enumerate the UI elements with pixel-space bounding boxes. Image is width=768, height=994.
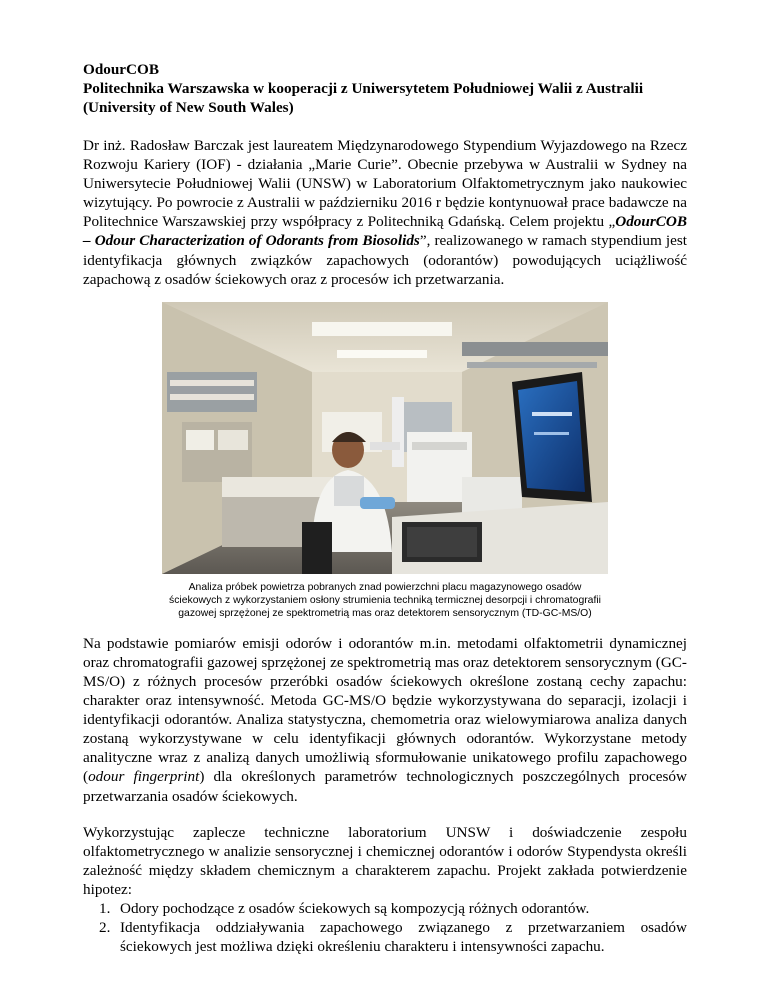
list-item: [83, 899, 687, 918]
hypotheses-paragraph: Wykorzystując zaplecze techniczne laboratorium UNSW i doświadczenie zespołu olfaktometrycznego w analizie sensorycznej i chemicznej odorantów i odorów Stypendysta określi zależność między składem chemicznym a charakterem zapachu. Projekt zakłada potwierdzenie hipotez:: [83, 823, 687, 898]
methods-text-before: Na podstawie pomiarów emisji odorów i odorantów m.in. metodami olfaktometrii dynamicznej oraz chromatografii gazowej sprzężonej ze spektrometrią mas oraz detektorem sensorycznym (GC-MS/O) z różnych procesów przeróbki osadów ściekowych określone zostaną cechy zapachu: charakter oraz intensywność. Metoda GC-MS/O będzie wykorzystywana do separacji, izolacji i identyfikacji odorantów. Analiza statystyczna, chemometria oraz wielowymiarowa analiza danych zostaną wykorzystywane w celu identyfikacji głównych odorantów. Wykorzystane metody analityczne wraz z analizą danych umożliwią sformułowanie unikatowego profilu zapachowego (: [83, 634, 687, 786]
document-subtitle-line1: Politechnika Warszawska w kooperacji z Uniwersytetem Południowej Walii z Australii: [83, 80, 644, 97]
lab-figure: [162, 302, 608, 620]
laboratory-photo: [162, 302, 608, 574]
intro-text-after: ”, realizowanego w ramach stypendium jest identyfikacja głównych związków zapachowych (odorantów) powodujących uciążliwość zapachową z osadów ściekowych oraz z procesów ich przetwarzania.: [83, 232, 688, 288]
methods-paragraph: [83, 634, 687, 806]
odour-fingerprint-term: odour fingerprint: [88, 768, 200, 786]
document-page: [83, 60, 687, 956]
intro-text-before: Dr inż. Radosław Barczak jest laureatem Międzynarodowego Stypendium Wyjazdowego na Rzecz Rozwoju Kariery (IOF) - działania „Marie Curie”. Obecnie przebywa w Australii w Sydney na Uniwersytecie Południowej Walii (UNSW) w Laboratorium Olfaktometrycznym jako naukowiec wizytujący. Po powrocie z Australii w październiku 2016 r będzie kontynuował prace badawcze na Politechnice Warszawskiej przy współpracy z Politechniką Gdańską. Celem projektu „: [83, 137, 687, 231]
list-item-number: 1.: [99, 899, 111, 917]
methods-text-after: ) dla określonych parametrów technologicznych poszczególnych procesów przetwarzania osadów ściekowych.: [83, 768, 687, 805]
list-item: [83, 918, 687, 956]
list-item-number: 2.: [99, 919, 111, 937]
figure-caption: Analiza próbek powietrza pobranych znad powierzchni placu magazynowego osadów ściekowych z wykorzystaniem osłony strumienia techniką termicznej desorpcji i chromatografii gazowej sprzężonej ze spektrometrią mas oraz detektorem sensorycznym (TD-GC-MS/O): [169, 581, 601, 619]
intro-paragraph: [83, 136, 687, 289]
document-title: OdourCOB: [83, 61, 159, 78]
hypotheses-list: [83, 899, 687, 956]
list-item-text: Identyfikacja oddziaływania zapachowego związanego z przetwarzaniem osadów ściekowych jest możliwa dzięki określeniu charakteru i intensywności zapachu.: [120, 919, 687, 956]
project-name: OdourCOB – Odour Characterization of Odorants from Biosolids: [83, 213, 687, 250]
document-subtitle-line2: (University of New South Wales): [83, 99, 294, 116]
list-item-text: Odory pochodzące z osadów ściekowych są kompozycją różnych odorantów.: [120, 899, 590, 917]
